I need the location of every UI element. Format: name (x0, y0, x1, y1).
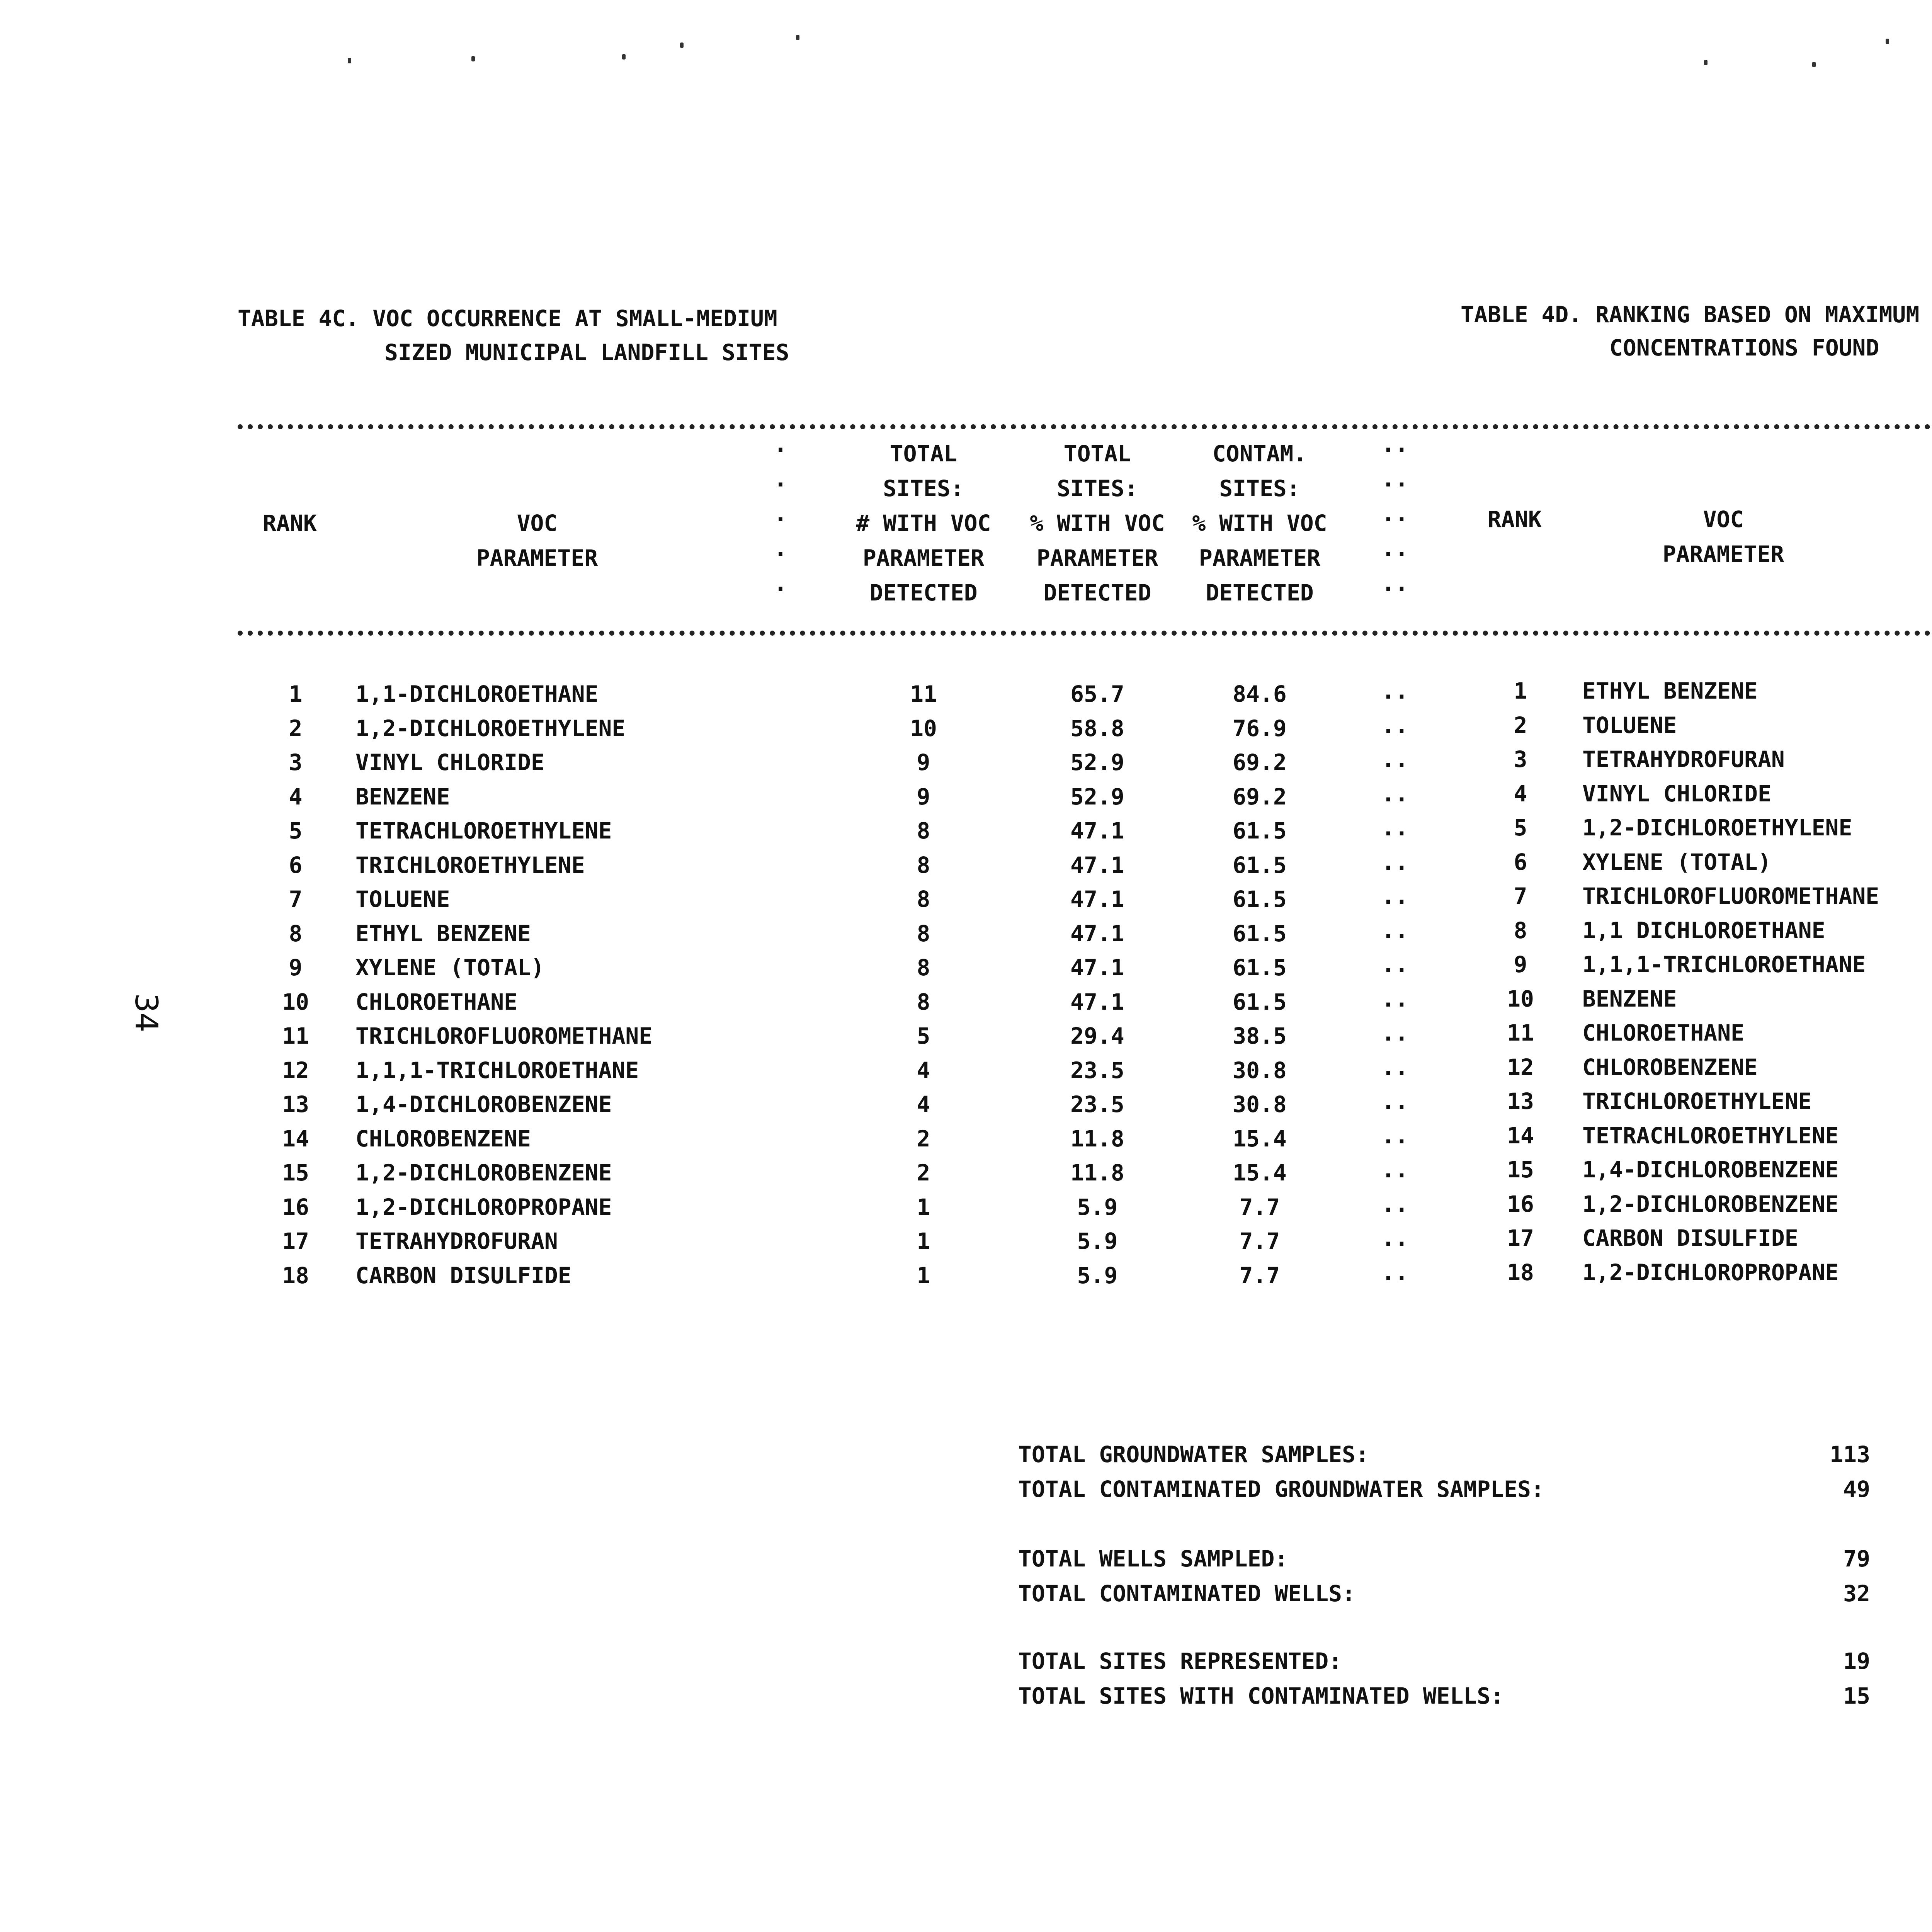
voc-cell: TETRAHYDROFURAN (355, 1228, 558, 1254)
count-cell: 4 (917, 1091, 930, 1117)
voc-cell: 1,2-DICHLOROETHYLENE (1582, 815, 1852, 841)
row-separator: .. (1381, 1122, 1408, 1149)
pct-contam-cell: 15.4 (1233, 1160, 1287, 1186)
voc-cell: CHLOROBENZENE (1582, 1054, 1758, 1080)
speck (622, 54, 626, 60)
header-4c-pct-contam: % WITH VOC (1192, 510, 1327, 536)
rank-cell: 16 (1507, 1191, 1534, 1217)
summary-label: TOTAL SITES REPRESENTED: (1018, 1648, 1342, 1674)
rank-cell: 10 (1507, 986, 1534, 1012)
rank-cell: 8 (289, 920, 303, 947)
header-4c-pct-contam: DETECTED (1206, 580, 1314, 606)
voc-cell: 1,2-DICHLOROBENZENE (1582, 1191, 1839, 1217)
table-4c-caption-line1: TABLE 4C. VOC OCCURRENCE AT SMALL-MEDIUM (238, 305, 777, 332)
rank-cell: 4 (1514, 781, 1527, 807)
speck (1886, 39, 1889, 44)
row-separator: .. (1381, 746, 1408, 772)
header-4c-pct-contam: CONTAM. (1212, 440, 1307, 467)
voc-cell: 1,1,1-TRICHLOROETHANE (1582, 951, 1866, 978)
row-separator: .. (1381, 815, 1408, 841)
rank-cell: 17 (282, 1228, 309, 1254)
summary-value: 32 (1843, 1580, 1870, 1607)
header-4c-pct-total: SITES: (1057, 475, 1138, 502)
pct-total-cell: 47.1 (1070, 818, 1124, 844)
rank-cell: 1 (289, 681, 303, 707)
row-separator: .. (1381, 883, 1408, 909)
header-dotpair: .. (1381, 570, 1408, 596)
summary-label: TOTAL GROUNDWATER SAMPLES: (1018, 1441, 1369, 1468)
summary-value: 19 (1843, 1648, 1870, 1674)
table-4c-caption-line2: SIZED MUNICIPAL LANDFILL SITES (384, 339, 789, 366)
pct-total-cell: 47.1 (1070, 886, 1124, 912)
pct-contam-cell: 61.5 (1233, 954, 1287, 981)
header-4c-pct-total: % WITH VOC (1030, 510, 1165, 536)
rank-cell: 5 (289, 818, 303, 844)
voc-cell: BENZENE (355, 784, 450, 810)
header-4c-pct-total: DETECTED (1043, 580, 1151, 606)
speck (1812, 62, 1816, 67)
voc-cell: CARBON DISULFIDE (1582, 1225, 1798, 1251)
voc-cell: ETHYL BENZENE (1582, 678, 1758, 704)
header-4c-count: # WITH VOC (856, 510, 991, 536)
rank-cell: 6 (289, 852, 303, 878)
rank-cell: 16 (282, 1194, 309, 1220)
header-bottom-rule (238, 631, 1932, 636)
rank-cell: 18 (1507, 1259, 1534, 1286)
header-4c-pct-total: TOTAL (1063, 440, 1131, 467)
pct-contam-cell: 61.5 (1233, 886, 1287, 912)
voc-cell: CARBON DISULFIDE (355, 1262, 571, 1289)
pct-total-cell: 11.8 (1070, 1126, 1124, 1152)
header-dot: . (774, 500, 787, 527)
header-4c-count: PARAMETER (862, 545, 985, 571)
row-separator: .. (1381, 712, 1408, 738)
count-cell: 11 (910, 681, 937, 707)
pct-total-cell: 23.5 (1070, 1057, 1124, 1083)
row-separator: .. (1381, 917, 1408, 944)
pct-total-cell: 47.1 (1070, 852, 1124, 878)
summary-value: 79 (1843, 1546, 1870, 1572)
header-4c-pct-contam: PARAMETER (1199, 545, 1321, 571)
voc-cell: ETHYL BENZENE (355, 920, 531, 947)
pct-contam-cell: 30.8 (1233, 1057, 1287, 1083)
count-cell: 10 (910, 715, 937, 742)
rank-cell: 11 (1507, 1020, 1534, 1046)
pct-contam-cell: 69.2 (1233, 784, 1287, 810)
header-dot: . (774, 570, 787, 596)
row-separator: .. (1381, 1259, 1408, 1286)
pct-contam-cell: 61.5 (1233, 818, 1287, 844)
pct-contam-cell: 61.5 (1233, 989, 1287, 1015)
row-separator: .. (1381, 1191, 1408, 1217)
rank-cell: 12 (282, 1057, 309, 1083)
rank-cell: 14 (282, 1126, 309, 1152)
pct-contam-cell: 7.7 (1239, 1262, 1280, 1289)
row-separator: .. (1381, 1054, 1408, 1080)
speck (348, 58, 351, 63)
voc-cell: 1,4-DICHLOROBENZENE (1582, 1156, 1839, 1183)
row-separator: .. (1381, 849, 1408, 875)
voc-cell: TRICHLOROETHYLENE (1582, 1088, 1812, 1114)
summary-value: 49 (1843, 1476, 1870, 1502)
count-cell: 8 (917, 920, 930, 947)
row-separator: .. (1381, 1225, 1408, 1251)
pct-contam-cell: 61.5 (1233, 920, 1287, 947)
voc-cell: TRICHLOROFLUOROMETHANE (355, 1023, 653, 1049)
rank-cell: 1 (1514, 678, 1527, 704)
pct-total-cell: 58.8 (1070, 715, 1124, 742)
voc-cell: CHLOROETHANE (355, 989, 518, 1015)
header-4c-voc: VOC (517, 510, 558, 536)
header-4d-voc: VOC (1703, 506, 1744, 532)
voc-cell: 1,1 DICHLOROETHANE (1582, 917, 1825, 944)
rank-cell: 5 (1514, 815, 1527, 841)
row-separator: .. (1381, 781, 1408, 807)
voc-cell: 1,2-DICHLOROPROPANE (1582, 1259, 1839, 1286)
voc-cell: XYLENE (TOTAL) (1582, 849, 1771, 875)
pct-contam-cell: 61.5 (1233, 852, 1287, 878)
speck (680, 43, 684, 48)
count-cell: 8 (917, 989, 930, 1015)
header-4c-rank: RANK (263, 510, 317, 536)
pct-contam-cell: 84.6 (1233, 681, 1287, 707)
rank-cell: 12 (1507, 1054, 1534, 1080)
voc-cell: TETRACHLOROETHYLENE (355, 818, 612, 844)
pct-total-cell: 29.4 (1070, 1023, 1124, 1049)
voc-cell: VINYL CHLORIDE (355, 749, 544, 776)
rank-cell: 11 (282, 1023, 309, 1049)
summary-value: 15 (1843, 1683, 1870, 1709)
pct-total-cell: 65.7 (1070, 681, 1124, 707)
summary-label: TOTAL CONTAMINATED GROUNDWATER SAMPLES: (1018, 1476, 1544, 1502)
header-top-rule (238, 424, 1932, 429)
pct-total-cell: 47.1 (1070, 954, 1124, 981)
header-dotpair: .. (1381, 431, 1408, 457)
rank-cell: 13 (1507, 1088, 1534, 1114)
rank-cell: 15 (282, 1160, 309, 1186)
pct-total-cell: 52.9 (1070, 784, 1124, 810)
header-4d-rank: RANK (1488, 506, 1542, 532)
voc-cell: 1,1-DICHLOROETHANE (355, 681, 599, 707)
summary-label: TOTAL WELLS SAMPLED: (1018, 1546, 1288, 1572)
rank-cell: 9 (289, 954, 303, 981)
header-dotpair: .. (1381, 500, 1408, 527)
row-separator: .. (1381, 1020, 1408, 1046)
count-cell: 2 (917, 1126, 930, 1152)
count-cell: 9 (917, 749, 930, 776)
pct-total-cell: 23.5 (1070, 1091, 1124, 1117)
rank-cell: 4 (289, 784, 303, 810)
header-dot: . (774, 535, 787, 561)
count-cell: 9 (917, 784, 930, 810)
voc-cell: TOLUENE (1582, 712, 1677, 738)
rank-cell: 2 (1514, 712, 1527, 738)
header-dotpair: .. (1381, 535, 1408, 561)
voc-cell: TOLUENE (355, 886, 450, 912)
count-cell: 4 (917, 1057, 930, 1083)
rank-cell: 8 (1514, 917, 1527, 944)
count-cell: 8 (917, 886, 930, 912)
pct-total-cell: 47.1 (1070, 920, 1124, 947)
row-separator: .. (1381, 951, 1408, 978)
count-cell: 1 (917, 1194, 930, 1220)
voc-cell: 1,2-DICHLOROETHYLENE (355, 715, 626, 742)
pct-total-cell: 47.1 (1070, 989, 1124, 1015)
voc-cell: 1,4-DICHLOROBENZENE (355, 1091, 612, 1117)
header-4c-pct-total: PARAMETER (1036, 545, 1158, 571)
voc-cell: VINYL CHLORIDE (1582, 781, 1771, 807)
voc-cell: BENZENE (1582, 986, 1677, 1012)
speck (1704, 60, 1708, 65)
summary-label: TOTAL CONTAMINATED WELLS: (1018, 1580, 1355, 1607)
rank-cell: 2 (289, 715, 303, 742)
table-4d-caption-line1: TABLE 4D. RANKING BASED ON MAXIMUM (1461, 301, 1920, 328)
header-4d-voc: PARAMETER (1662, 541, 1784, 567)
rank-cell: 7 (1514, 883, 1527, 909)
count-cell: 1 (917, 1262, 930, 1289)
voc-cell: CHLOROETHANE (1582, 1020, 1745, 1046)
voc-cell: TETRACHLOROETHYLENE (1582, 1122, 1839, 1149)
pct-total-cell: 52.9 (1070, 749, 1124, 776)
count-cell: 8 (917, 818, 930, 844)
row-separator: .. (1381, 1156, 1408, 1183)
count-cell: 2 (917, 1160, 930, 1186)
rank-cell: 7 (289, 886, 303, 912)
summary-label: TOTAL SITES WITH CONTAMINATED WELLS: (1018, 1683, 1504, 1709)
header-4c-count: DETECTED (869, 580, 978, 606)
header-4c-count: TOTAL (889, 440, 957, 467)
table-4d-caption-line2: CONCENTRATIONS FOUND (1609, 335, 1879, 361)
header-dot: . (774, 466, 787, 492)
pct-contam-cell: 7.7 (1239, 1228, 1280, 1254)
voc-cell: CHLOROBENZENE (355, 1126, 531, 1152)
pct-contam-cell: 7.7 (1239, 1194, 1280, 1220)
row-separator: .. (1381, 1088, 1408, 1114)
pct-contam-cell: 15.4 (1233, 1126, 1287, 1152)
count-cell: 5 (917, 1023, 930, 1049)
rank-cell: 10 (282, 989, 309, 1015)
pct-total-cell: 5.9 (1077, 1194, 1118, 1220)
voc-cell: TRICHLOROETHYLENE (355, 852, 585, 878)
rank-cell: 9 (1514, 951, 1527, 978)
header-dot: . (774, 431, 787, 457)
pct-total-cell: 5.9 (1077, 1262, 1118, 1289)
rank-cell: 3 (289, 749, 303, 776)
count-cell: 1 (917, 1228, 930, 1254)
header-4c-count: SITES: (883, 475, 964, 502)
row-separator: .. (1381, 986, 1408, 1012)
voc-cell: 1,1,1-TRICHLOROETHANE (355, 1057, 639, 1083)
rank-cell: 18 (282, 1262, 309, 1289)
voc-cell: XYLENE (TOTAL) (355, 954, 544, 981)
header-4c-voc: PARAMETER (476, 545, 598, 571)
rank-cell: 17 (1507, 1225, 1534, 1251)
voc-cell: 1,2-DICHLOROBENZENE (355, 1160, 612, 1186)
rank-cell: 15 (1507, 1156, 1534, 1183)
pct-contam-cell: 30.8 (1233, 1091, 1287, 1117)
row-separator: .. (1381, 678, 1408, 704)
header-dotpair: .. (1381, 466, 1408, 492)
rank-cell: 6 (1514, 849, 1527, 875)
pct-contam-cell: 38.5 (1233, 1023, 1287, 1049)
count-cell: 8 (917, 852, 930, 878)
page-number: 34 (128, 993, 164, 1032)
pct-contam-cell: 76.9 (1233, 715, 1287, 742)
voc-cell: 1,2-DICHLOROPROPANE (355, 1194, 612, 1220)
summary-value: 113 (1830, 1441, 1870, 1468)
rank-cell: 14 (1507, 1122, 1534, 1149)
count-cell: 8 (917, 954, 930, 981)
pct-total-cell: 11.8 (1070, 1160, 1124, 1186)
speck (471, 56, 475, 61)
rank-cell: 3 (1514, 746, 1527, 772)
voc-cell: TETRAHYDROFURAN (1582, 746, 1785, 772)
speck (796, 35, 799, 40)
pct-total-cell: 5.9 (1077, 1228, 1118, 1254)
voc-cell: TRICHLOROFLUOROMETHANE (1582, 883, 1879, 909)
pct-contam-cell: 69.2 (1233, 749, 1287, 776)
rank-cell: 13 (282, 1091, 309, 1117)
header-4c-pct-contam: SITES: (1219, 475, 1300, 502)
